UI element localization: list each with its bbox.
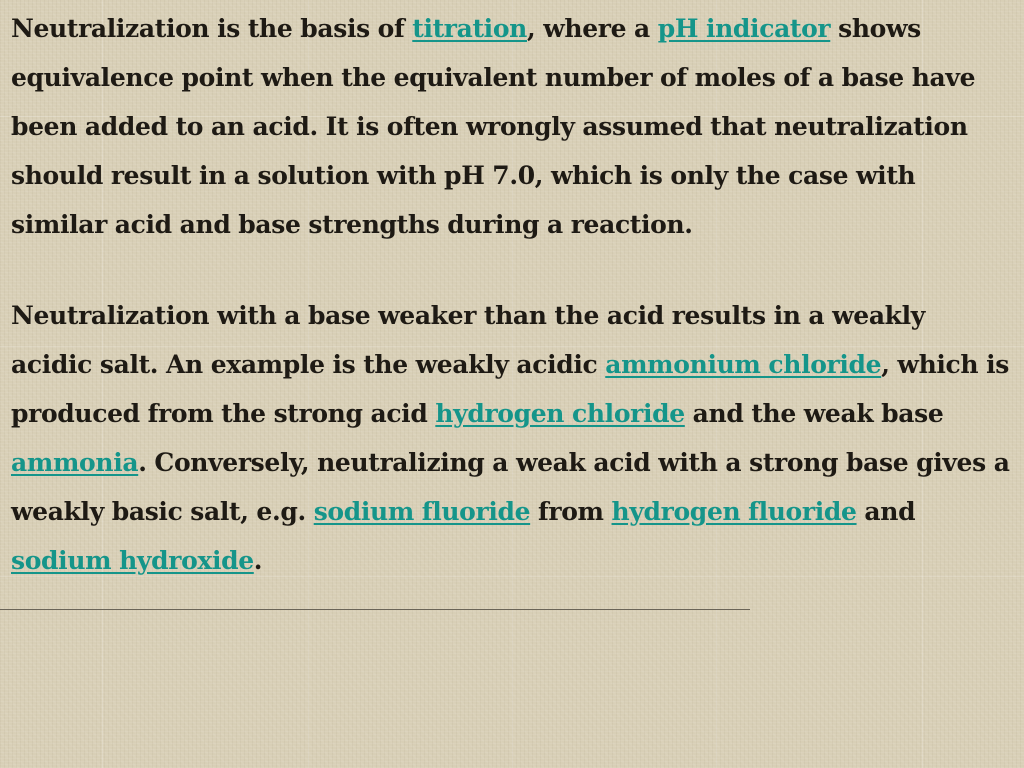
paragraph-text: from (530, 497, 612, 526)
slide-content (11, 4, 1011, 585)
link-ph-indicator[interactable]: pH indicator (657, 14, 831, 43)
paragraph-text: Neutralization with a base weaker than the acid results in a weakly acidic salt. An example is the weakly acidic (11, 301, 925, 379)
paragraph-text: shows equivalence point when the equivalent number of moles of a base have been added to an acid. It is often wrongly assumed that neutralization should result in a solution with pH 7.0, which is only the case with similar acid and base strengths during a reaction. (11, 14, 976, 239)
paragraph-weak-base-salts (11, 291, 1011, 585)
paragraph-text: , which is produced from the strong acid (11, 350, 1009, 428)
link-hydrogen-chloride[interactable]: hydrogen chloride (435, 399, 685, 428)
link-ammonium-chloride[interactable]: ammonium chloride (605, 350, 882, 379)
paragraph-text: . Conversely, neutralizing a weak acid with a strong base gives a weakly basic salt, e.g. (11, 448, 1010, 526)
paragraph-text: Neutralization is the basis of (11, 14, 413, 43)
link-sodium-hydroxide[interactable]: sodium hydroxide (11, 546, 254, 575)
paragraph-text: and the weak base (684, 399, 944, 428)
horizontal-divider (0, 609, 750, 610)
paragraph-text: . (253, 546, 263, 575)
link-titration[interactable]: titration (412, 14, 527, 43)
paragraph-neutralization-titration (11, 4, 1011, 249)
paragraph-text: and (856, 497, 916, 526)
link-hydrogen-fluoride[interactable]: hydrogen fluoride (611, 497, 857, 526)
link-sodium-fluoride[interactable]: sodium fluoride (313, 497, 531, 526)
link-ammonia[interactable]: ammonia (11, 448, 139, 477)
paragraph-text: , where a (526, 14, 658, 43)
